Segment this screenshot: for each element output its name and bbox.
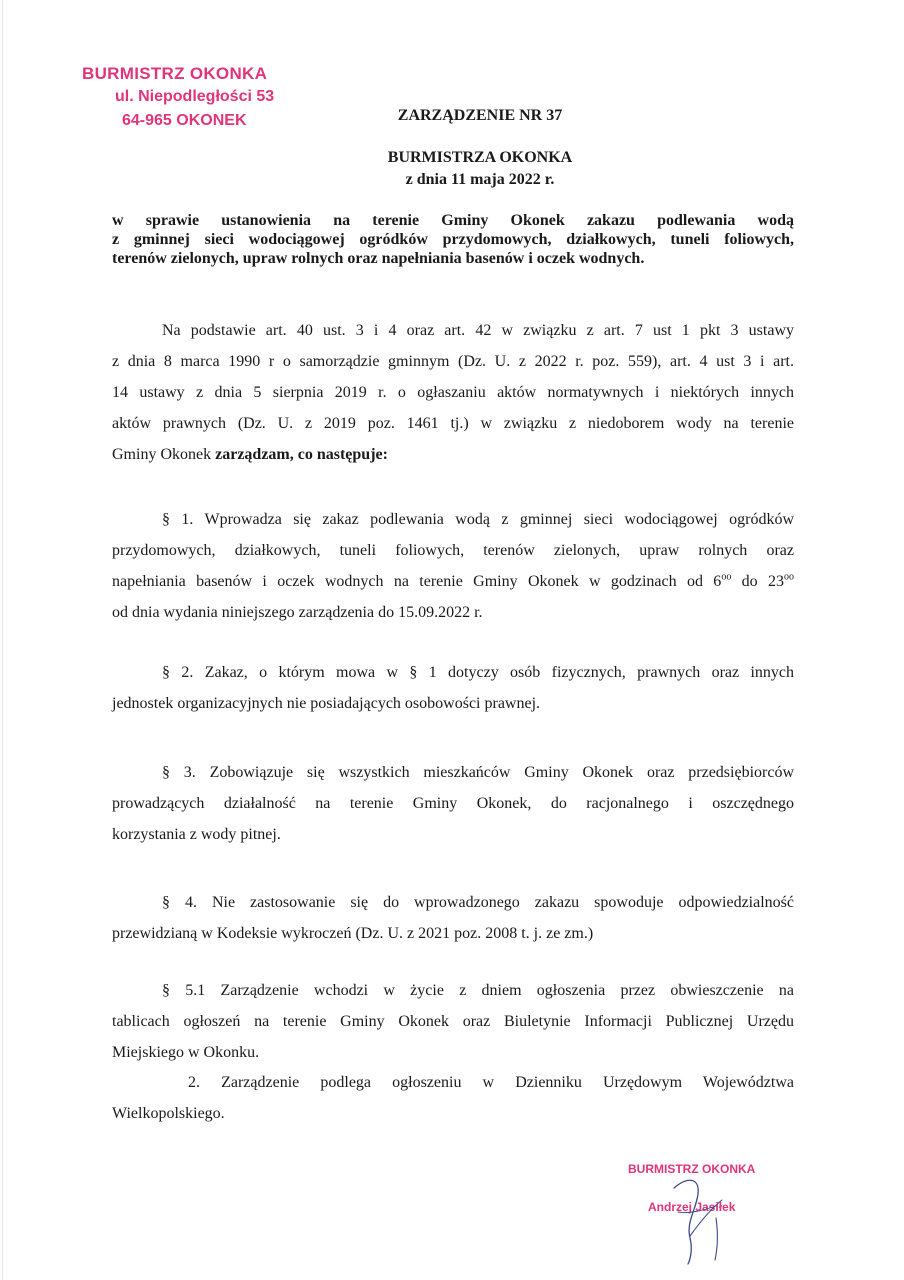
paragraph-line: Miejskiego w Okonku. [112,1044,260,1061]
subject-line: w sprawie ustanowienia na terenie Gminy Okonek zakazu podlewania wodą [112,212,794,229]
paragraph-line: 2. Zarządzenie podlega ogłoszeniu w Dzienniku Urzędowym Województwa [188,1074,794,1091]
paragraph-line: Na podstawie art. 40 ust. 3 i 4 oraz art. 42 w związku z art. 7 ust 1 pkt 3 ustawy [162,322,794,339]
stamp-line-1: BURMISTRZ OKONKA [82,64,268,83]
stamp-line-2: ul. Niepodległości 53 [115,88,275,105]
handwritten-signature [660,1170,740,1265]
paragraph-line: aktów prawnych (Dz. U. z 2019 poz. 1461 tj.) w związku z niedoborem wody na terenie [112,415,794,432]
paragraph-line: § 2. Zakaz, o którym mowa w § 1 dotyczy osób fizycznych, prawnych oraz innych [162,664,794,681]
paragraph-line: od dnia wydania niniejszego zarządzenia do 15.09.2022 r. [112,604,483,621]
section-1 [112,504,794,628]
document-subject [112,211,794,268]
preamble-last-text: Gminy Okonek [112,446,216,463]
stamp-line-3: 64-965 OKONEK [122,112,247,129]
paragraph-line: 14 ustawy z dnia 5 sierpnia 2019 r. o ogłaszaniu aktów normatywnych i niektórych innych [112,384,794,401]
signature-name: Andrzej Jasiłek [648,1200,736,1214]
hours-text-mid: do 23 [731,573,785,590]
paragraph-line: § 5.1 Zarządzenie wchodzi w życie z dniem ogłoszenia przez obwieszczenie na [162,982,794,999]
section-3 [112,757,794,850]
paragraph-line [112,439,794,470]
section-2 [112,657,794,719]
hours-text: napełniania basenów i oczek wodnych na terenie Gminy Okonek w godzinach od 6 [112,573,722,590]
page-edge [2,0,3,1280]
paragraph-line: § 3. Zobowiązuje się wszystkich mieszkańców Gminy Okonek oraz przedsiębiorców [162,764,794,781]
preamble-paragraph [112,315,794,470]
issuing-authority: BURMISTRZA OKONKA [387,149,573,166]
paragraph-line: z dnia 8 marca 1990 r o samorządzie gminnym (Dz. U. z 2022 r. poz. 559), art. 4 ust 3 i art. [112,353,794,370]
signature-title: BURMISTRZ OKONKA [628,1162,756,1176]
section-5-1 [112,975,794,1068]
hours-superscript: oo [721,571,732,583]
paragraph-line: § 1. Wprowadza się zakaz podlewania wodą z gminnej sieci wodociągowej ogródków [162,511,794,528]
subject-line: terenów zielonych, upraw rolnych oraz napełniania basenów i oczek wodnych. [112,250,645,267]
paragraph-line [112,566,794,597]
paragraph-line: korzystania z wody pitnej. [112,826,281,843]
hours-superscript: oo [784,571,795,583]
paragraph-line: § 4. Nie zastosowanie się do wprowadzonego zakazu spowoduje odpowiedzialność [162,894,794,911]
paragraph-line: tablicach ogłoszeń na terenie Gminy Okonek oraz Biuletynie Informacji Publicznej Urzędu [112,1013,794,1030]
paragraph-line: przydomowych, działkowych, tuneli foliowych, terenów zielonych, upraw rolnych oraz [112,542,794,559]
paragraph-line: jednostek organizacyjnych nie posiadających osobowości prawnej. [112,695,541,712]
section-4 [112,887,794,949]
paragraph-line: przewidzianą w Kodeksie wykroczeń (Dz. U. z 2021 poz. 2008 t. j. ze zm.) [112,925,594,942]
paragraph-line: prowadzących działalność na terenie Gminy Okonek, do racjonalnego i oszczędnego [112,795,794,812]
preamble-decree-phrase: zarządzam, co następuje: [215,446,388,463]
document-number: ZARZĄDZENIE NR 37 [397,107,563,124]
subject-line: z gminnej sieci wodociągowej ogródków przydomowych, działkowych, tuneli foliowych, [112,231,794,248]
section-5-2 [112,1067,794,1129]
document-date: z dnia 11 maja 2022 r. [405,171,555,188]
paragraph-line: Wielkopolskiego. [112,1105,225,1122]
